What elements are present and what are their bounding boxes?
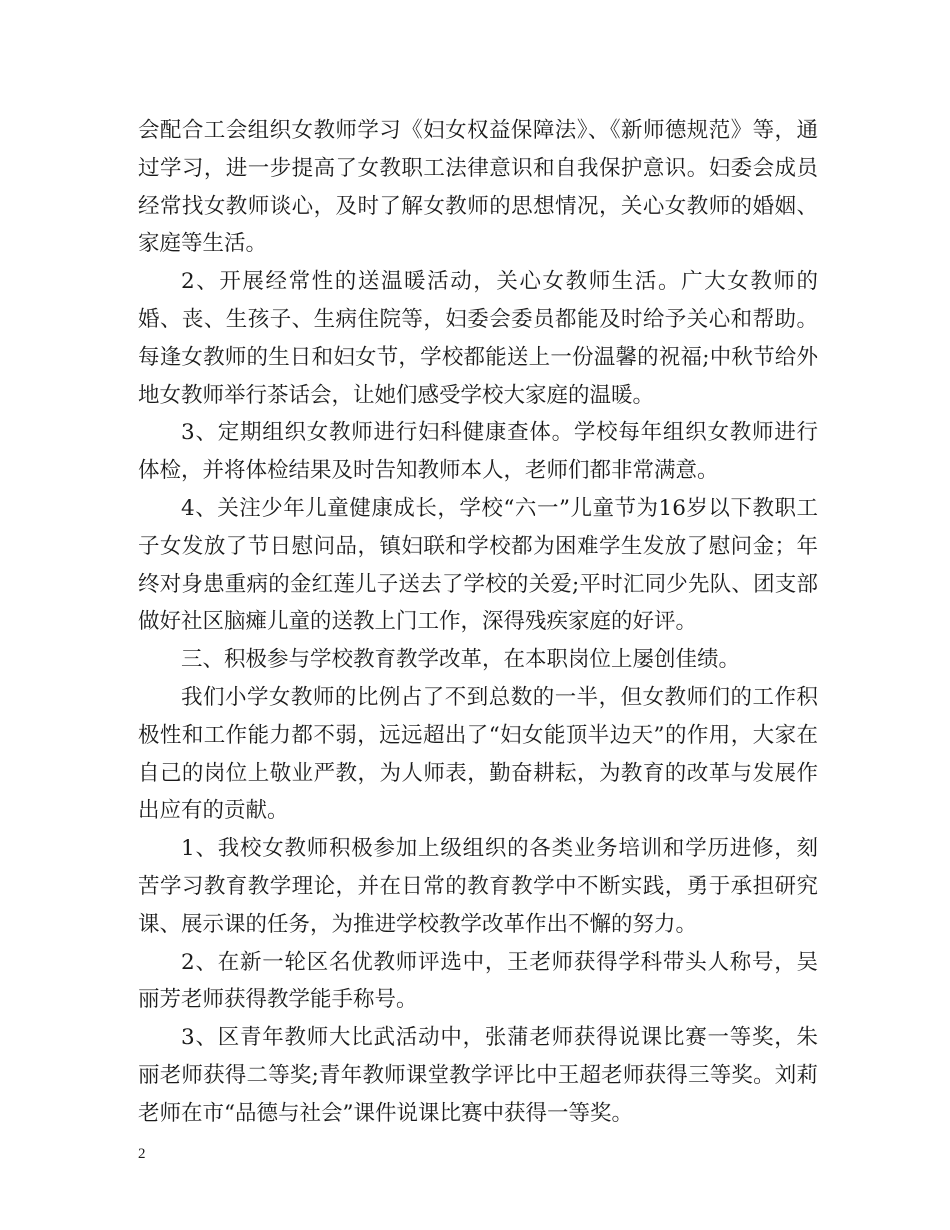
paragraph-item-4-children: 4、关注少年儿童健康成长，学校“六一”儿童节为16岁以下教职工子女发放了节日慰问品，镇妇联和学校都为困难学生发放了慰问金；年终对身患重病的金红莲儿子送去了学校的关爱;平时汇同少先队、团支部做好社区脑瘫儿童的送教上门工作，深得残疾家庭的好评。 xyxy=(138,495,818,635)
paragraph-section-intro: 我们小学女教师的比例占了不到总数的一半，但女教师们的工作积极性和工作能力都不弱，远远超出了“妇女能顶半边天”的作用，大家在自己的岗位上敬业严教，为人师表，勤奋耕耘，为教育的改革与发展作出应有的贡献。 xyxy=(138,684,818,824)
paragraph-item-2-warmth: 2、开展经常性的送温暖活动，关心女教师生活。广大女教师的婚、丧、生孩子、生病住院等，妇委会委员都能及时给予关心和帮助。每逢女教师的生日和妇女节，学校都能送上一份温馨的祝福;中秋节给外地女教师举行茶话会，让她们感受学校大家庭的温暖。 xyxy=(138,269,818,408)
paragraph-item-3-competition: 3、区青年教师大比武活动中，张蒲老师获得说课比赛一等奖，朱丽老师获得二等奖;青年教师课堂教学评比中王超老师获得三等奖。刘莉老师在市“品德与社会”课件说课比赛中获得一等奖。 xyxy=(138,1025,818,1126)
paragraph-item-2-awards: 2、在新一轮区名优教师评选中，王老师获得学科带头人称号，吴丽芳老师获得教学能手称号。 xyxy=(138,949,818,1013)
page-number: 2 xyxy=(138,1146,146,1162)
section-heading-three: 三、积极参与学校教育教学改革，在本职岗位上屡创佳绩。 xyxy=(181,647,741,673)
paragraph-item-1-training: 1、我校女教师积极参加上级组织的各类业务培训和学历进修，刻苦学习教育教学理论，并在日常的教育教学中不断实践，勇于承担研究课、展示课的任务，为推进学校教学改革作出不懈的努力。 xyxy=(138,836,818,937)
paragraph-item-3-checkup: 3、定期组织女教师进行妇科健康查体。学校每年组织女教师进行体检，并将体检结果及时告知教师本人，老师们都非常满意。 xyxy=(138,420,818,484)
paragraph-continued: 会配合工会组织女教师学习《妇女权益保障法》、《新师德规范》等，通过学习，进一步提高了女教职工法律意识和自我保护意识。妇委会成员经常找女教师谈心，及时了解女教师的思想情况，关心女教师的婚姻、家庭等生活。 xyxy=(138,118,818,257)
document-body xyxy=(138,112,818,1133)
